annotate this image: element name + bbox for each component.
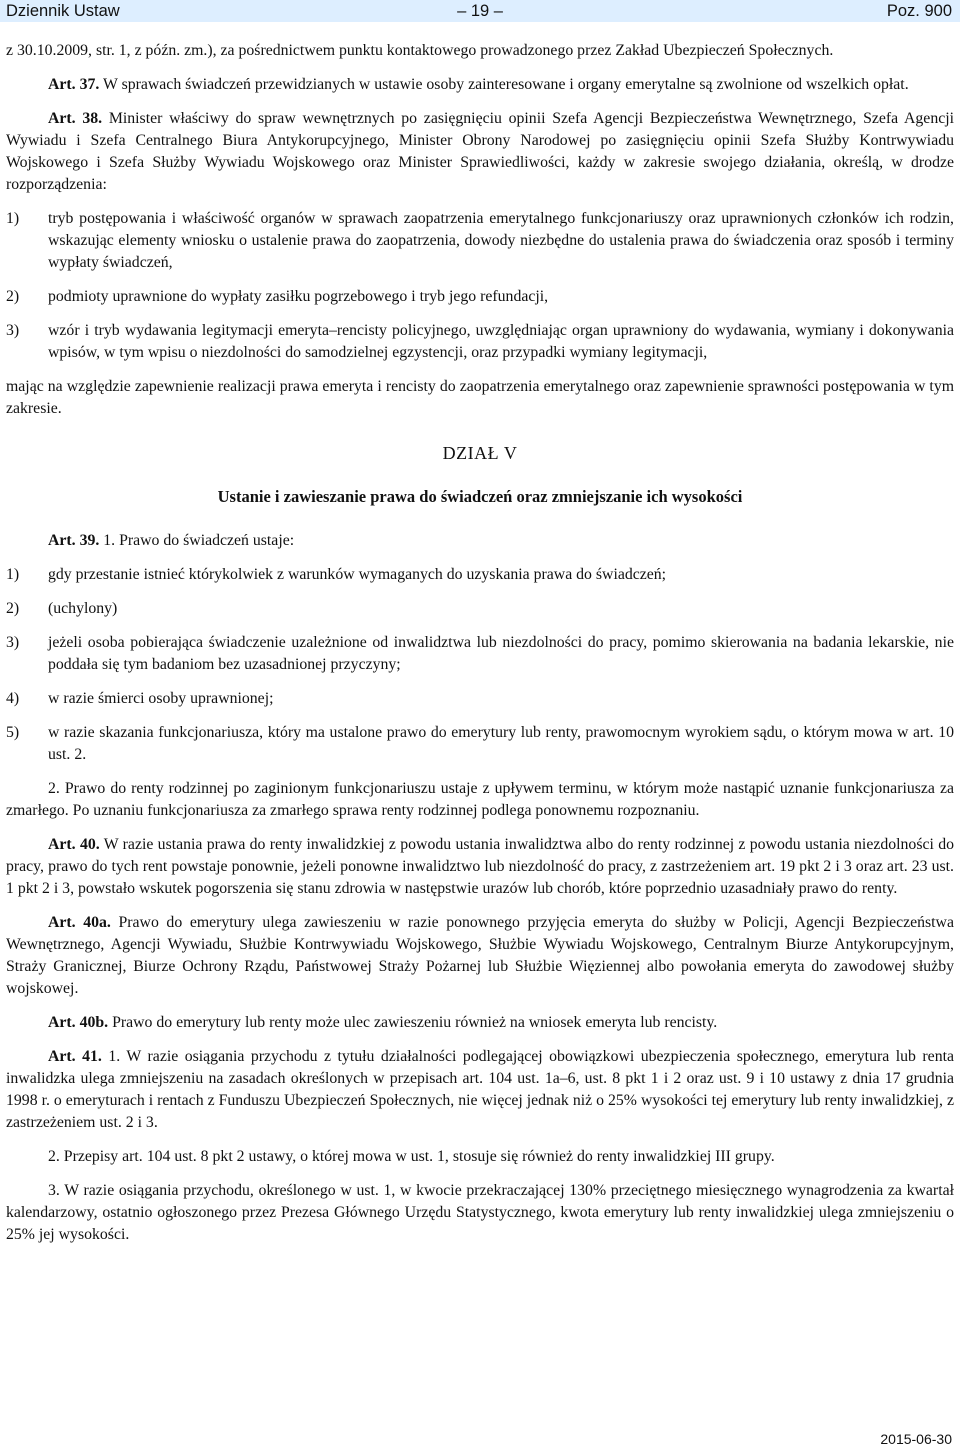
article-40 bbox=[6, 834, 954, 900]
list-item-number: 1) bbox=[6, 566, 20, 583]
page-header bbox=[0, 0, 960, 22]
list-item-number: 2) bbox=[6, 600, 20, 617]
paragraph-continuation: z 30.10.2009, str. 1, z późn. zm.), za pośrednictwem punktu kontaktowego prowadzonego przez Zakład Ubezpieczeń Społecznych. bbox=[6, 42, 834, 59]
article-37-text: W sprawach świadczeń przewidzianych w ustawie osoby zainteresowane i organy emerytalne są zwolnione od wszelkich opłat. bbox=[99, 76, 909, 93]
article-40-text: W razie ustania prawa do renty inwalidzkiej z powodu ustania inwalidztwa albo do renty rodzinnej z powodu ustania niezdolności do pracy, prawo do tych rent powstaje ponownie, jeżeli ponowne inwalidztwo lub niezdolność do pracy, z zastrzeżeniem art. 19 pkt 2 i 3 oraz art. 23 ust. 1 pkt 2 i 3, powstało wskutek pogorszenia się stanu zdrowia w następstwie urazów lub chorób, które poprzednio uzasadniały prawo do renty. bbox=[6, 836, 954, 897]
article-38-text: Minister właściwy do spraw wewnętrznych po zasięgnięciu opinii Szefa Agencji Bezpieczeństwa Wewnętrznego, Szefa Agencji Wywiadu i Szefa Centralnego Biura Antykorupcyjnego, Minister Obrony Narodowej po zasięgnięciu opinii Szefa Służby Kontrwywiadu Wojskowego i Szefa Służby Wywiadu Wojskowego oraz Minister Sprawiedliwości, każdy w zakresie swojego działania, określą, w drodze rozporządzenia: bbox=[6, 110, 955, 193]
article-39-paragraph-2: 2. Prawo do renty rodzinnej po zaginionym funkcjonariuszu ustaje z upływem terminu, w którym może nastąpić uznanie funkcjonariusza za zmarłego. Po uznaniu funkcjonariusza za zmarłego sprawa renty rodzinnej podlega ponownemu rozpoznaniu. bbox=[6, 780, 954, 819]
article-37 bbox=[6, 74, 954, 96]
article-40b-label: Art. 40b. bbox=[48, 1014, 109, 1031]
article-40a-label: Art. 40a. bbox=[48, 914, 111, 931]
list-item-number: 3) bbox=[6, 634, 20, 651]
article-39-label: Art. 39. bbox=[48, 532, 100, 549]
list-item-text: podmioty uprawnione do wypłaty zasiłku pogrzebowego i tryb jego refundacji, bbox=[48, 288, 549, 305]
section-heading: DZIAŁ V bbox=[442, 443, 518, 463]
list-item-text: w razie śmierci osoby uprawnionej; bbox=[48, 690, 274, 707]
list-item bbox=[6, 598, 954, 620]
list-item-number: 1) bbox=[6, 210, 20, 227]
article-38 bbox=[6, 108, 954, 196]
article-37-label: Art. 37. bbox=[48, 76, 100, 93]
section-title: Ustanie i zawieszanie prawa do świadczeń oraz zmniejszanie ich wysokości bbox=[217, 487, 743, 506]
list-item-number: 2) bbox=[6, 288, 20, 305]
article-41-text: 1. W razie osiągania przychodu z tytułu działalności podlegającej obowiązkowi ubezpieczenia społecznego, emerytura lub renta inwalidzka ulega zmniejszeniu na zasadach określonych w przepisach art. 104 ust. 1a–6, ust. 8 pkt 1 i 2 oraz ust. 9 i 10 ustawy z dnia 17 grudnia 1998 r. o emeryturach i rentach z Funduszu Ubezpieczeń Społecznych, nie więcej jednak niż o 25% wysokości tej emerytury lub renty inwalidzkiej, z zastrzeżeniem ust. 2 i 3. bbox=[6, 1048, 954, 1131]
list-item-text: (uchylony) bbox=[48, 600, 118, 617]
article-38-label: Art. 38. bbox=[48, 110, 103, 127]
publication-date: 2015-06-30 bbox=[880, 1431, 952, 1447]
list-item-number: 3) bbox=[6, 322, 20, 339]
article-40b bbox=[6, 1012, 954, 1034]
list-item-text: tryb postępowania i właściwość organów w sprawach zaopatrzenia emerytalnego funkcjonariuszy oraz uprawnionych członków ich rodzin, wskazując elementy wniosku o ustalenie prawa do zaopatrzenia, dowody niezbędne do ustalenia prawa do świadczenia oraz sposób i terminy wypłaty świadczeń, bbox=[48, 210, 954, 271]
article-39 bbox=[6, 530, 954, 552]
document-body bbox=[6, 40, 954, 1246]
list-item-text: w razie skazania funkcjonariusza, który ma ustalone prawo do emerytury lub renty, prawomocnym wyrokiem sądu, o którym mowa w art. 10 ust. 2. bbox=[48, 724, 954, 763]
list-item-number: 5) bbox=[6, 724, 20, 741]
journal-title: Dziennik Ustaw bbox=[6, 2, 120, 20]
article-38-closing: mając na względzie zapewnienie realizacji prawa emeryta i rencisty do zaopatrzenia emerytalnego oraz zapewnienie sprawności postępowania w tym zakresie. bbox=[6, 378, 954, 417]
list-item-text: wzór i tryb wydawania legitymacji emeryta–rencisty policyjnego, uwzględniając organ uprawniony do wydawania, wymiany i dokonywania wpisów, w tym wpisu o niezdolności do samodzielnej egzystencji, oraz przypadki wymiany legitymacji, bbox=[48, 322, 954, 361]
list-item bbox=[6, 564, 954, 586]
article-41 bbox=[6, 1046, 954, 1134]
article-40a bbox=[6, 912, 954, 1000]
list-item bbox=[6, 722, 954, 766]
article-39-text: 1. Prawo do świadczeń ustaje: bbox=[99, 532, 295, 549]
list-item-text: jeżeli osoba pobierająca świadczenie uzależnione od inwalidztwa lub niezdolności do pracy, pomimo skierowania na badania lekarskie, nie poddała się tym badaniom bez uzasadnionej przyczyny; bbox=[48, 634, 954, 673]
article-40b-text: Prawo do emerytury lub renty może ulec zawieszeniu również na wniosek emeryta lub rencisty. bbox=[108, 1014, 718, 1031]
page-number: – 19 – bbox=[457, 2, 503, 20]
article-41-paragraph-2: 2. Przepisy art. 104 ust. 8 pkt 2 ustawy, o której mowa w ust. 1, stosuje się również do renty inwalidzkiej III grupy. bbox=[48, 1148, 775, 1165]
list-item-text: gdy przestanie istnieć którykolwiek z warunków wymaganych do uzyskania prawa do świadczeń; bbox=[48, 566, 667, 583]
article-41-paragraph-3: 3. W razie osiągania przychodu, określonego w ust. 1, w kwocie przekraczającej 130% przeciętnego miesięcznego wynagrodzenia za kwartał kalendarzowy, ostatnio ogłoszonego przez Prezesa Głównego Urzędu Statystycznego, kwota emerytury lub renty inwalidzkiej ulega zmniejszeniu o 25% jej wysokości. bbox=[6, 1182, 954, 1243]
position-number: Poz. 900 bbox=[886, 2, 952, 20]
list-item bbox=[6, 320, 954, 364]
list-item bbox=[6, 208, 954, 274]
article-41-label: Art. 41. bbox=[48, 1048, 102, 1065]
article-40a-text: Prawo do emerytury ulega zawieszeniu w razie ponownego przyjęcia emeryta do służby w Policji, Agencji Bezpieczeństwa Wewnętrznego, Agencji Wywiadu, Służbie Kontrwywiadu Wojskowego, Służbie Wywiadu Wojskowego, Centralnym Biurze Antykorupcyjnym, Straży Granicznej, Biurze Ochrony Rządu, Państwowej Straży Pożarnej lub Służbie Więziennej albo powołania emeryta do zawodowej służby wojskowej. bbox=[6, 914, 954, 997]
list-item bbox=[6, 632, 954, 676]
list-item bbox=[6, 688, 954, 710]
list-item bbox=[6, 286, 954, 308]
article-40-label: Art. 40. bbox=[48, 836, 100, 853]
list-item-number: 4) bbox=[6, 690, 20, 707]
